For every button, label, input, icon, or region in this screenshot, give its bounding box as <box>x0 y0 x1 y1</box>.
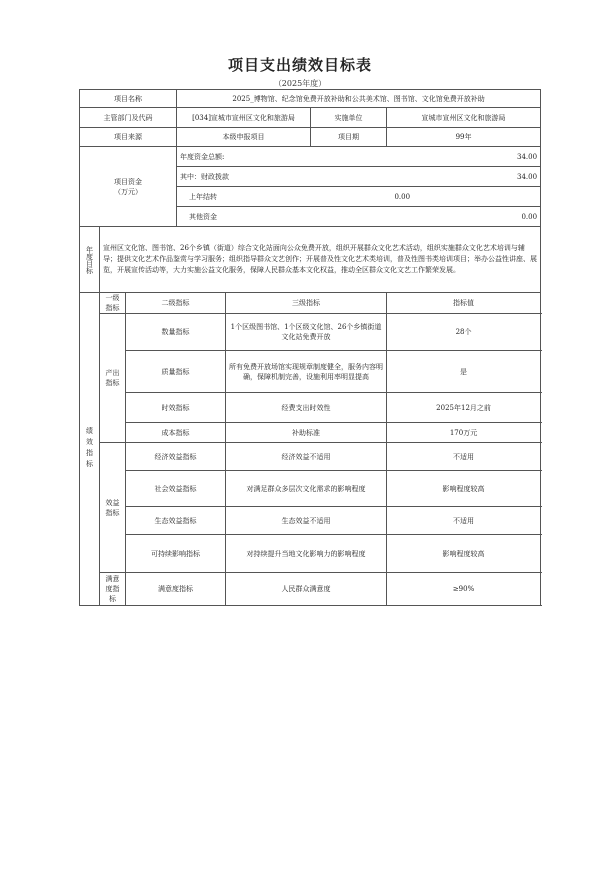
performance-table <box>79 89 541 606</box>
period-label: 项目期 <box>311 128 387 147</box>
l3-cell: 生态效益不适用 <box>226 507 387 535</box>
l2-cell: 成本指标 <box>126 423 226 443</box>
val-cell: 是 <box>387 351 541 393</box>
l3-cell: 对满足群众多层次文化需求的影响程度 <box>226 471 387 507</box>
l2-cell: 生态效益指标 <box>126 507 226 535</box>
table-row <box>80 128 541 147</box>
header-val: 指标值 <box>387 293 541 314</box>
goal-label: 年度目标 <box>80 227 100 293</box>
l2-cell: 社会效益指标 <box>126 471 226 507</box>
val-cell: 不适用 <box>387 507 541 535</box>
project-name: 2025_博物馆、纪念馆免费开放补助和公共美术馆、图书馆、文化馆免费开放补助 <box>177 90 541 108</box>
l3-cell: 1个区级图书馆、1个区级文化馆、26个乡镇街道文化站免费开放 <box>226 314 387 351</box>
table-row <box>80 351 541 393</box>
val-cell: 28个 <box>387 314 541 351</box>
fund-value: 0.00 <box>337 187 540 207</box>
fund-label: 其中：财政拨款 <box>177 167 337 187</box>
period-value: 99年 <box>387 128 541 147</box>
l3-cell: 经济效益不适用 <box>226 443 387 471</box>
dept-label: 主管部门及代码 <box>80 108 177 128</box>
table-row <box>80 423 541 443</box>
fund-value: 34.00 <box>337 167 540 187</box>
table-row <box>80 293 541 314</box>
table-row <box>80 147 541 227</box>
l3-cell: 所有免费开放场馆实现规章制度健全，服务内容明确，保障机制完善，设施利用率明显提高 <box>226 351 387 393</box>
l3-cell: 人民群众满意度 <box>226 573 387 606</box>
funds-block <box>177 147 541 227</box>
val-cell: 不适用 <box>387 443 541 471</box>
benefit-label: 效益指标 <box>100 443 126 573</box>
l2-cell: 数量指标 <box>126 314 226 351</box>
table-row <box>80 471 541 507</box>
table-row <box>80 314 541 351</box>
goal-text: 宣州区文化馆、图书馆、26个乡镇（街道）综合文化站面向公众免费开放，组织开展群众文化艺术活动，组织实施群众文化艺术培训与辅导；提供文化艺术作品鉴赏与学习服务；组织指导群众文艺创作；开展普及性文化艺术类培训，普及性图书类培训项目；举办公益性讲座、展览，开展宣传活动等，大力实施公益文化服务，保障人民群众基本文化权益，推动全区群众文化文艺工作繁荣发展。 <box>100 227 541 293</box>
header-l3: 三级指标 <box>226 293 387 314</box>
l2-cell: 时效指标 <box>126 393 226 423</box>
table-row <box>80 507 541 535</box>
page-title: 项目支出绩效目标表 <box>227 56 372 74</box>
perf-label: 绩效指标 <box>80 293 100 606</box>
fund-row <box>177 207 540 227</box>
satisfaction-label: 满意度指标 <box>100 573 126 606</box>
impl-value: 宣城市宣州区文化和旅游局 <box>387 108 541 128</box>
table-row <box>80 443 541 471</box>
l3-cell: 经费支出时效性 <box>226 393 387 423</box>
fund-row <box>177 147 540 167</box>
fund-label: 其他资金 <box>189 212 218 221</box>
table-row <box>80 227 541 293</box>
output-label: 产出指标 <box>100 314 126 443</box>
fund-value: 34.00 <box>337 147 540 167</box>
fund-label: 上年结转 <box>177 187 337 207</box>
project-name-label: 项目名称 <box>80 90 177 108</box>
val-cell: 170万元 <box>387 423 541 443</box>
table-row <box>80 573 541 606</box>
val-cell: ≥90% <box>387 573 541 606</box>
l3-cell: 对持续提升当地文化影响力的影响程度 <box>226 535 387 573</box>
fund-row <box>177 167 540 187</box>
l2-cell: 可持续影响指标 <box>126 535 226 573</box>
source-value: 本级申报项目 <box>177 128 311 147</box>
fund-value: 0.00 <box>521 212 538 221</box>
header-l2: 二级指标 <box>126 293 226 314</box>
impl-label: 实施单位 <box>311 108 387 128</box>
l3-cell: 补助标准 <box>226 423 387 443</box>
l2-cell: 满意度指标 <box>126 573 226 606</box>
table-row <box>80 108 541 128</box>
source-label: 项目来源 <box>80 128 177 147</box>
fiscal-year: （2025年度） <box>273 79 327 88</box>
table-row <box>80 90 541 108</box>
fund-label: 年度资金总额: <box>177 147 337 167</box>
val-cell: 影响程度较高 <box>387 535 541 573</box>
fund-row <box>177 187 540 207</box>
header-l1: 一级指标 <box>100 293 126 314</box>
l2-cell: 质量指标 <box>126 351 226 393</box>
table-row <box>80 393 541 423</box>
table-row <box>80 535 541 573</box>
funds-label: 项目资金 （万元） <box>80 147 177 227</box>
dept-value: [034]宣城市宣州区文化和旅游局 <box>177 108 311 128</box>
l2-cell: 经济效益指标 <box>126 443 226 471</box>
val-cell: 2025年12月之前 <box>387 393 541 423</box>
val-cell: 影响程度较高 <box>387 471 541 507</box>
